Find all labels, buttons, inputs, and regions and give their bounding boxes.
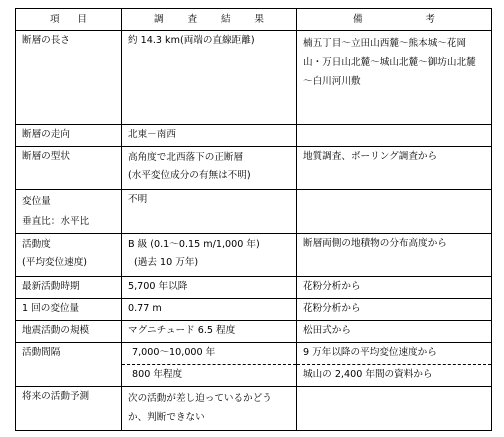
table-row <box>16 234 492 277</box>
item-cell <box>16 190 122 234</box>
item-cell: 活動間隔 <box>16 343 122 387</box>
table-row <box>16 387 492 431</box>
result-cell: 7,000～10,000 年 <box>122 343 297 365</box>
result-cell <box>122 147 297 190</box>
result-cell: 北東－南西 <box>122 125 297 147</box>
item-cell: 最新活動時期 <box>16 277 122 299</box>
table-row <box>16 190 492 234</box>
table-row <box>16 147 492 190</box>
item-cell <box>16 234 122 277</box>
result-line: 高角度で北西落下の正断層 <box>128 152 244 163</box>
header-item-char: 目 <box>77 14 87 25</box>
result-cell: 不明 <box>122 190 297 234</box>
table-row <box>16 277 492 299</box>
result-cell <box>122 387 297 431</box>
item-line: 変位量 <box>22 196 51 207</box>
header-row <box>16 9 492 31</box>
header-item-char: 項 <box>50 14 60 25</box>
remarks-cell: 9 万年以降の平均変位速度から <box>297 343 492 365</box>
result-line: (過去 10 万年) <box>134 257 199 268</box>
header-result-char: 調 <box>154 14 164 25</box>
remarks-cell: 断層両側の地積物の分布高度から <box>297 234 492 277</box>
header-remarks-char: 備 <box>353 14 363 25</box>
item-line: 垂直比：水平比 <box>22 216 90 227</box>
result-cell: 5,700 年以降 <box>122 277 297 299</box>
item-cell: 地震活動の規模 <box>16 321 122 343</box>
remarks-cell <box>297 125 492 147</box>
remarks-cell: 松田式から <box>297 321 492 343</box>
result-line: (水平変位成分の有無は不明) <box>128 170 251 181</box>
remarks-cell <box>297 387 492 431</box>
table-row <box>16 125 492 147</box>
item-line: (平均変位速度) <box>22 257 88 268</box>
table-row <box>16 299 492 321</box>
table-row <box>16 31 492 125</box>
header-result-char: 査 <box>187 14 198 25</box>
remarks-cell: 花粉分析から <box>297 277 492 299</box>
item-cell: 将来の活動予測 <box>16 387 122 431</box>
result-cell <box>122 234 297 277</box>
result-text: 次の活動が差し迫っているかどうか、判断できない <box>128 393 272 423</box>
result-line: B 級 (0.1～0.15 m/1,000 年) <box>128 239 260 250</box>
header-result-char: 結 <box>220 14 231 25</box>
result-cell: マグニチュード 6.5 程度 <box>122 321 297 343</box>
header-remarks-char: 考 <box>425 14 435 25</box>
remarks-cell: 地質調査、ボーリング調査から <box>297 147 492 190</box>
header-item <box>16 9 122 31</box>
header-result <box>122 9 297 31</box>
remarks-cell: 城山の 2,400 年間の資料から <box>297 365 492 387</box>
item-cell: 断層の長さ <box>16 31 122 125</box>
remarks-cell <box>297 31 492 125</box>
remarks-cell: 花粉分析から <box>297 299 492 321</box>
remarks-cell <box>297 190 492 234</box>
result-cell: 約 14.3 km(両端の直線距離) <box>122 31 297 125</box>
result-cell: 0.77 m <box>122 299 297 321</box>
item-cell: 断層の走向 <box>16 125 122 147</box>
item-cell: 断層の型状 <box>16 147 122 190</box>
item-line: 活動度 <box>22 239 51 250</box>
result-cell: 800 年程度 <box>122 365 297 387</box>
remarks-text: 楠五丁目～立田山西麓～熊本城～花岡山・万日山北麓～城山北麓～御坊山北麓～白川河川敷 <box>303 38 476 87</box>
fault-survey-table <box>15 8 492 431</box>
item-cell: 1 回の変位量 <box>16 299 122 321</box>
table-row <box>16 321 492 343</box>
header-result-char: 果 <box>254 14 264 25</box>
table-row <box>16 343 492 365</box>
header-remarks <box>297 9 492 31</box>
